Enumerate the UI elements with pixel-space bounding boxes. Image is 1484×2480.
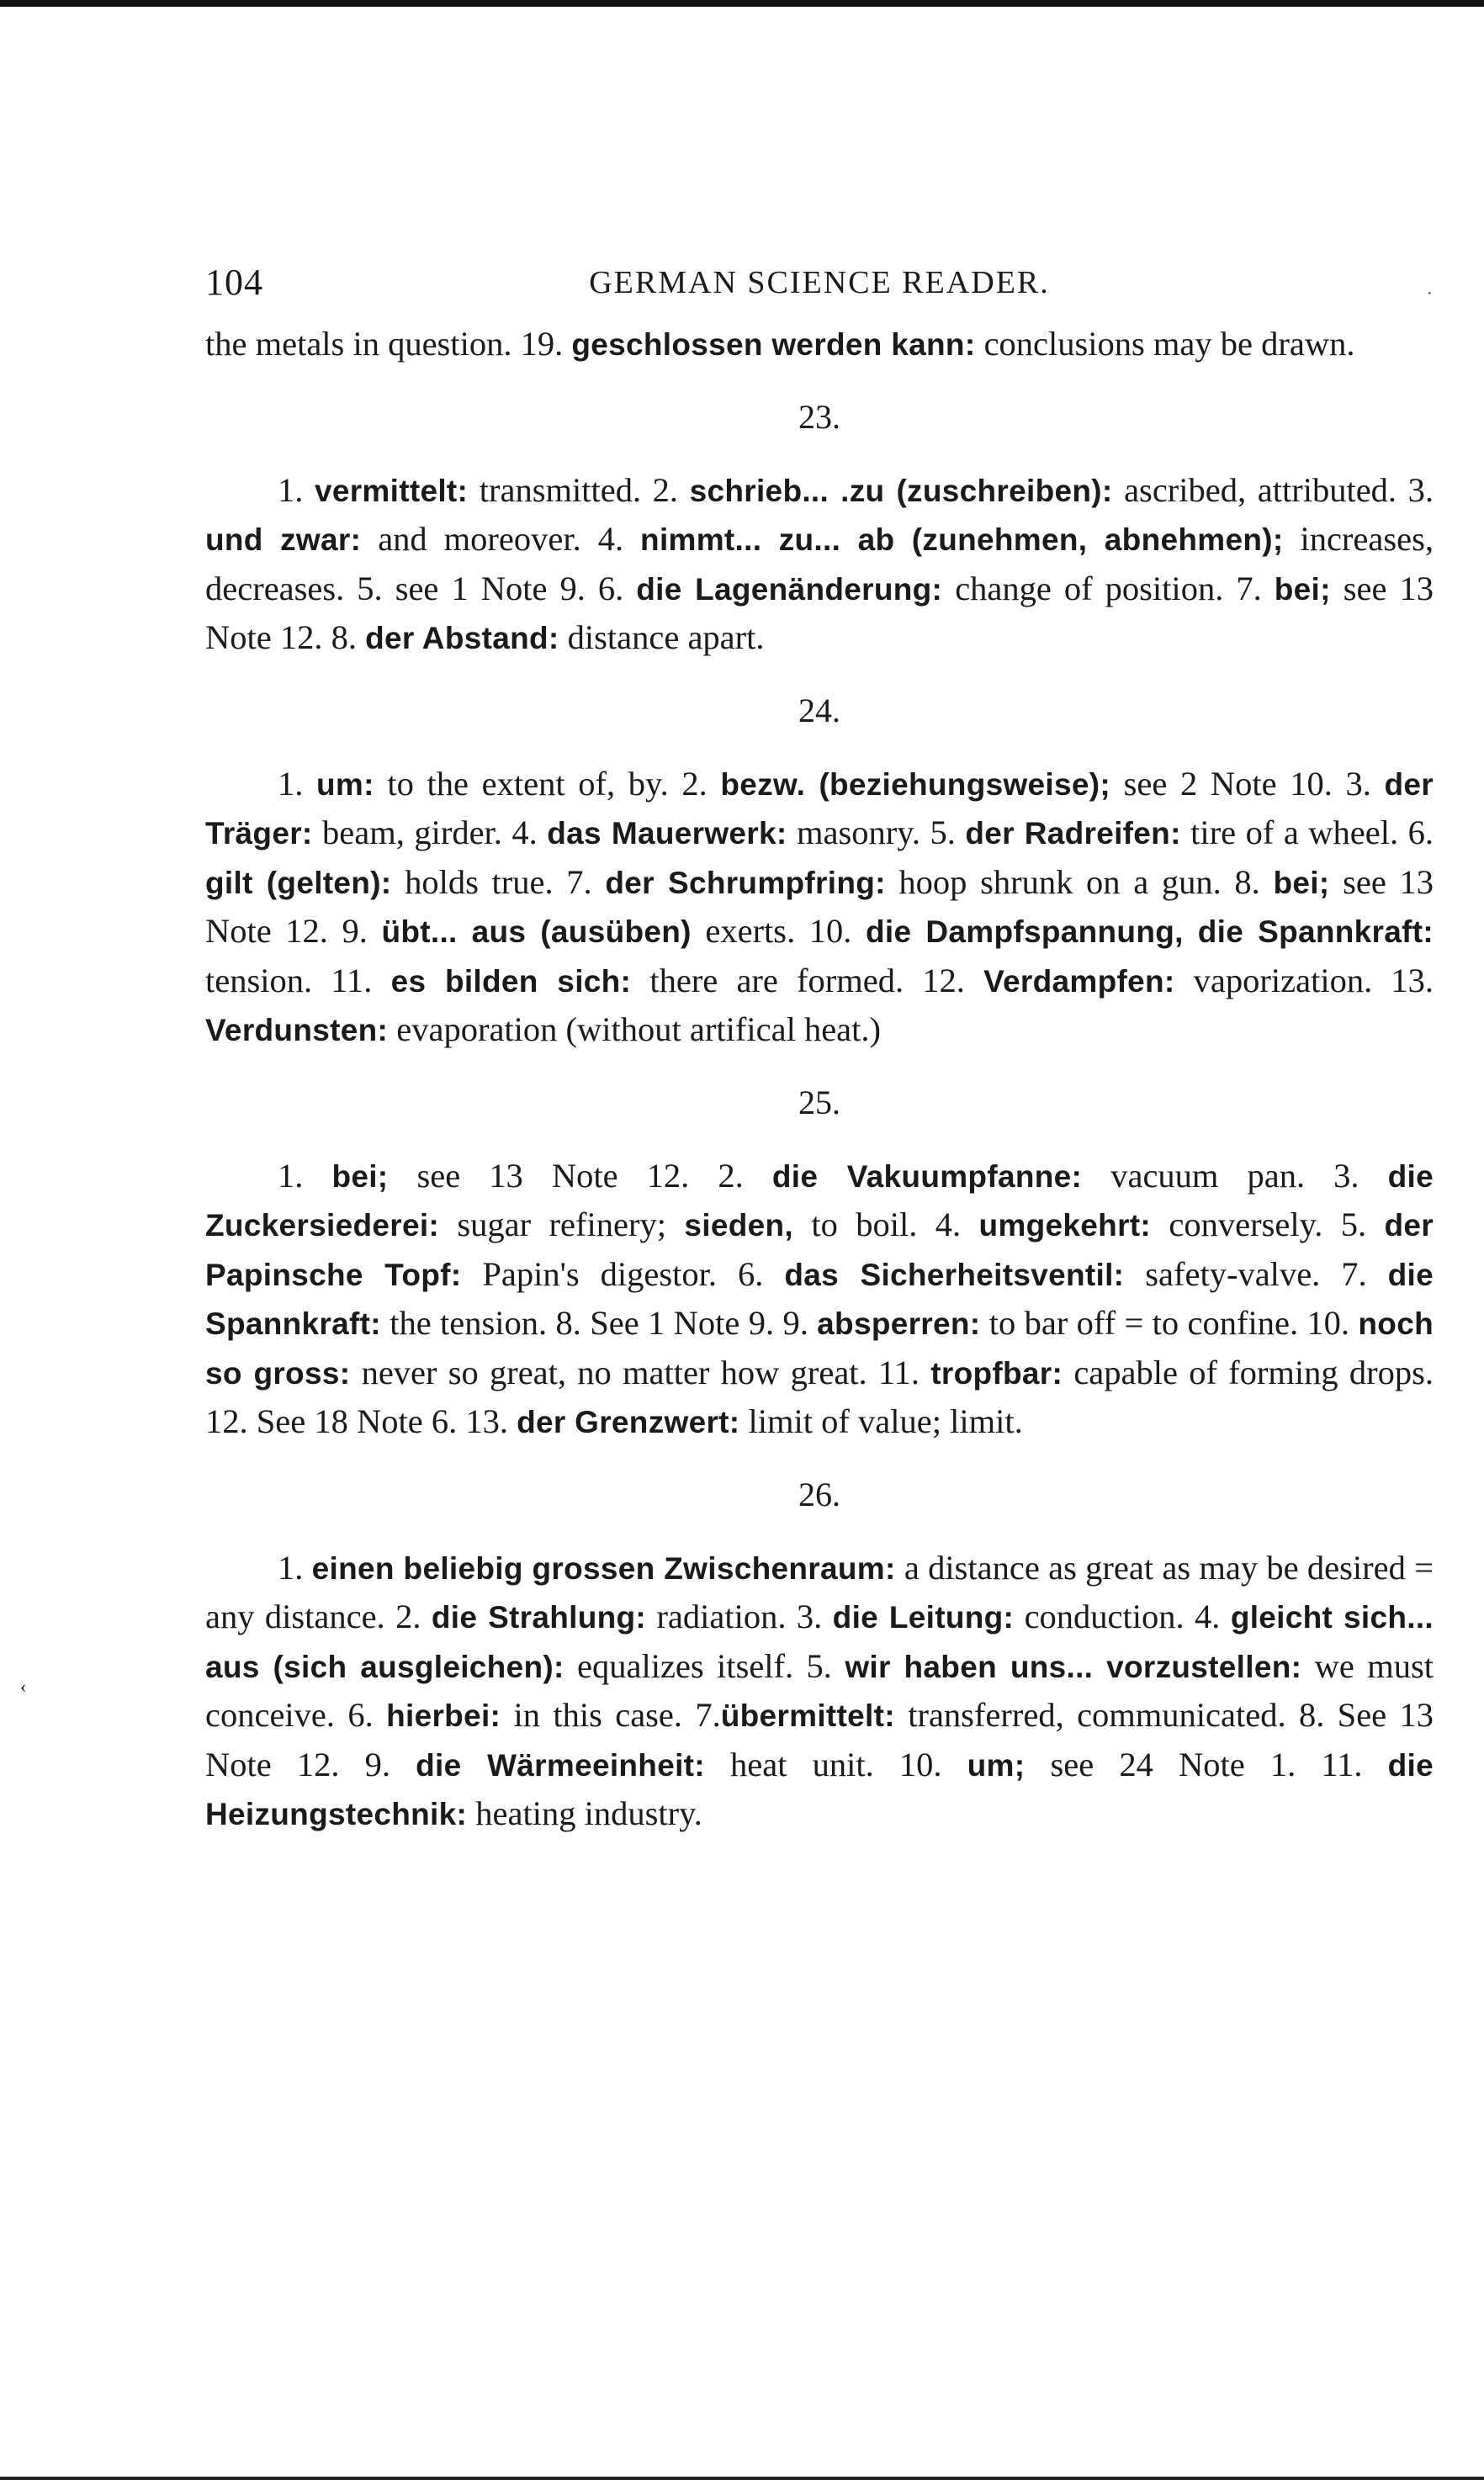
gloss-text: in this case. 7.	[501, 1696, 721, 1734]
glossary-term: bei;	[331, 1158, 389, 1194]
glossary-term: schrieb... .zu (zuschreiben):	[689, 473, 1113, 508]
margin-mark: ‹	[20, 1676, 27, 1697]
gloss-text: the tension. 8. See 1 Note 9. 9.	[380, 1304, 818, 1342]
glossary-term: bei;	[1273, 865, 1330, 900]
page-text	[205, 320, 1434, 1839]
gloss-text: to the extent of, by. 2.	[374, 764, 721, 803]
top-border-rule	[0, 0, 1484, 7]
gloss-text: heating industry.	[467, 1794, 702, 1832]
glossary-term: die Heizungstechnik:	[205, 1747, 1434, 1831]
glossary-term: das Sicherheitsventil:	[784, 1257, 1125, 1292]
glossary-term: übermittelt:	[720, 1698, 895, 1733]
gloss-text: to boil. 4.	[792, 1206, 979, 1243]
glossary-term: die Wärmeeinheit:	[416, 1747, 705, 1783]
stray-dot-mark: ·	[1427, 284, 1433, 303]
gloss-text: capable of forming drops. 12. See 18 Note 6. 13.	[205, 1353, 1434, 1440]
glossary-term: die Vakuumpfanne:	[771, 1158, 1083, 1194]
section-number: 26.	[798, 1475, 840, 1513]
running-title: GERMAN SCIENCE READER.	[589, 265, 1050, 300]
gloss-text: heat unit. 10.	[704, 1745, 967, 1783]
glossary-term: die Leitung:	[832, 1600, 1015, 1635]
glossary-term: tropfbar:	[930, 1355, 1063, 1391]
gloss-text: and moreover. 4.	[361, 520, 641, 558]
glossary-term: gleicht sich... aus (sich ausgleichen):	[205, 1600, 1434, 1684]
glossary-term: der Abstand:	[365, 621, 559, 655]
glossary-term: die Lagenänderung:	[636, 571, 943, 607]
gloss-text: 1.	[278, 764, 317, 803]
gloss-text: radiation. 3.	[646, 1598, 833, 1635]
glossary-term: Verdampfen:	[983, 963, 1175, 999]
gloss-text: vaporization. 13.	[1174, 961, 1434, 999]
gloss-text: 1.	[278, 1548, 312, 1587]
gloss-text: safety-valve. 7.	[1124, 1254, 1388, 1293]
glossary-term: wir haben uns... vorzustellen:	[845, 1649, 1302, 1684]
section-number: 25.	[798, 1083, 840, 1121]
notes-paragraph	[205, 760, 1434, 1055]
glossary-term: der Träger:	[205, 766, 1434, 851]
gloss-text: equalizes itself. 5.	[564, 1646, 845, 1685]
glossary-term: Verdunsten:	[205, 1013, 389, 1047]
gloss-text: see 13 Note 12. 9.	[205, 862, 1434, 950]
glossary-term: die Strahlung:	[431, 1600, 647, 1635]
gloss-text: conclusions may be drawn.	[975, 325, 1355, 363]
gloss-text: tension. 11.	[205, 961, 391, 999]
gloss-text: never so great, no matter how great. 11.	[350, 1353, 931, 1391]
glossary-term: das Mauerwerk:	[547, 816, 787, 851]
gloss-text: ascribed, attributed. 3.	[1112, 470, 1434, 509]
continuation-paragraph	[205, 320, 1434, 369]
glossary-term: um:	[316, 766, 374, 802]
glossary-term: der Grenzwert:	[517, 1405, 740, 1439]
gloss-text: hoop shrunk on a gun. 8.	[885, 862, 1274, 901]
glossary-term: die Zuckersiederei:	[205, 1158, 1434, 1243]
glossary-term: geschlossen werden kann:	[571, 327, 976, 362]
book-page	[205, 261, 1434, 1839]
section-number: 23.	[798, 397, 840, 436]
gloss-text: 1.	[278, 470, 315, 509]
gloss-text: Papin's digestor. 6.	[461, 1254, 785, 1293]
gloss-text: limit of value; limit.	[739, 1402, 1023, 1440]
notes-paragraph	[205, 466, 1434, 663]
bottom-border-rule	[0, 2477, 1484, 2480]
gloss-text: beam, girder. 4.	[312, 813, 548, 851]
gloss-text: we must conceive. 6.	[205, 1646, 1434, 1734]
glossary-term: übt... aus (ausüben)	[381, 914, 692, 949]
glossary-term: gilt (gelten):	[205, 865, 392, 900]
gloss-text: 1.	[278, 1156, 332, 1195]
gloss-text: see 24 Note 1. 11.	[1025, 1745, 1388, 1783]
glossary-term: bei;	[1274, 571, 1331, 607]
glossary-term: vermittelt:	[314, 473, 469, 508]
glossary-term: noch so gross:	[205, 1306, 1434, 1391]
gloss-text: a distance as great as may be desired = any distance. 2.	[205, 1548, 1434, 1635]
gloss-text: there are formed. 12.	[631, 961, 984, 999]
gloss-text: transmitted. 2.	[468, 470, 690, 509]
gloss-text: to bar off = to confine. 10.	[980, 1304, 1359, 1342]
gloss-text: transferred, communicated. 8. See 13 Note 12. 9.	[205, 1696, 1434, 1783]
glossary-term: absperren:	[817, 1306, 981, 1341]
gloss-text: holds true. 7.	[391, 862, 606, 901]
glossary-term: um;	[967, 1747, 1026, 1783]
notes-paragraph	[205, 1152, 1434, 1447]
glossary-term: der Radreifen:	[965, 816, 1181, 851]
gloss-text: tire of a wheel. 6.	[1180, 813, 1434, 851]
glossary-term: es bilden sich:	[390, 963, 632, 999]
glossary-term: der Papinsche Topf:	[205, 1208, 1434, 1292]
gloss-text: vacuum pan. 3.	[1082, 1156, 1388, 1195]
glossary-term: umgekehrt:	[978, 1208, 1152, 1243]
glossary-term: die Spannkraft:	[205, 1257, 1434, 1341]
gloss-text: evaporation (without artifical heat.)	[388, 1010, 882, 1048]
glossary-term: sieden,	[684, 1208, 793, 1243]
glossary-term: bezw. (beziehungsweise);	[720, 766, 1111, 802]
glossary-term: hierbei:	[386, 1698, 501, 1733]
glossary-term: und zwar:	[205, 522, 362, 557]
running-head	[205, 261, 1434, 320]
page-number: 104	[205, 262, 263, 303]
gloss-text: change of position. 7.	[942, 569, 1275, 607]
glossary-term: einen beliebig grossen Zwischenraum:	[311, 1550, 896, 1586]
notes-paragraph	[205, 1544, 1434, 1839]
gloss-text: conduction. 4.	[1014, 1598, 1231, 1635]
gloss-text: see 13 Note 12. 2.	[388, 1156, 772, 1195]
gloss-text: distance apart.	[559, 618, 765, 656]
gloss-text: masonry. 5.	[787, 813, 966, 851]
glossary-term: nimmt... zu... ab (zunehmen, abnehmen);	[640, 522, 1284, 557]
glossary-term: der Schrumpfring:	[605, 865, 886, 900]
glossary-term: die Dampfspannung, die Spannkraft:	[865, 914, 1434, 949]
gloss-text: see 13 Note 12. 8.	[205, 569, 1434, 656]
gloss-text: the metals in question. 19.	[205, 325, 572, 363]
gloss-text: exerts. 10.	[691, 912, 866, 950]
gloss-text: increases, decreases. 5. see 1 Note 9. 6.	[205, 520, 1434, 607]
notes-sections	[205, 393, 1434, 1839]
gloss-text: conversely. 5.	[1151, 1206, 1385, 1243]
gloss-text: see 2 Note 10. 3.	[1110, 764, 1385, 803]
gloss-text: sugar refinery;	[439, 1206, 685, 1243]
section-number: 24.	[798, 691, 840, 729]
